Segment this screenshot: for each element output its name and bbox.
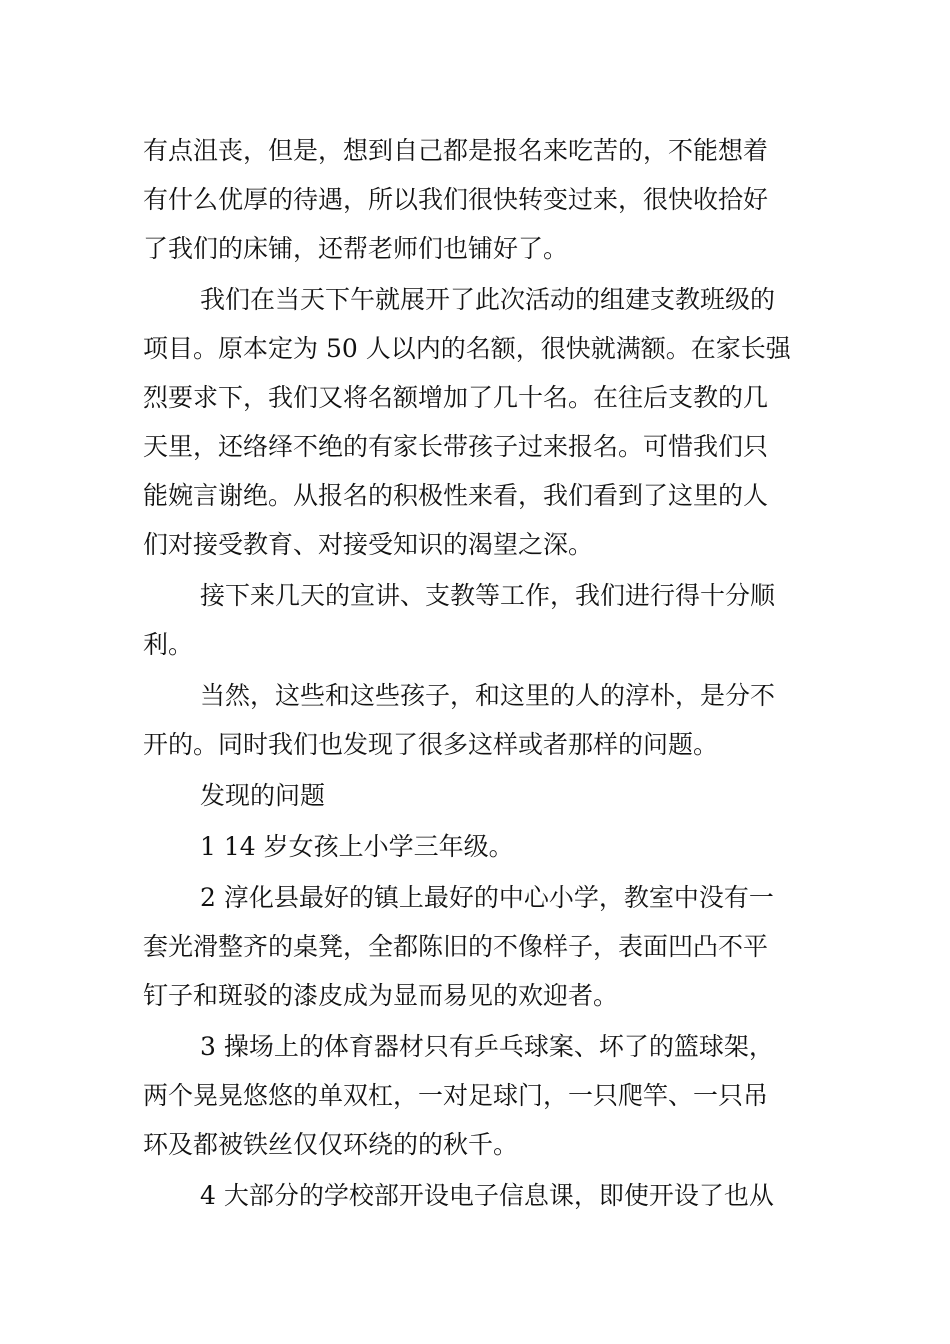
text-line: 天里，还络绎不绝的有家长带孩子过来报名。可惜我们只: [143, 432, 769, 461]
text-line: 能婉言谢绝。从报名的积极性来看，我们看到了这里的人: [143, 481, 769, 510]
text-line: 接下来几天的宣讲、支教等工作，我们进行得十分顺: [200, 581, 776, 610]
list-item: 4 大部分的学校部开设电子信息课，即使开设了也从: [200, 1181, 774, 1210]
text-line: 烈要求下，我们又将名额增加了几十名。在往后支教的几: [143, 383, 769, 412]
text-line: 了我们的床铺，还帮老师们也铺好了。: [143, 234, 569, 263]
text-line: 环及都被铁丝仅仅环绕的的秋千。: [143, 1130, 519, 1159]
text-line: 们对接受教育、对接受知识的渴望之深。: [143, 530, 594, 559]
text-line: 当然，这些和这些孩子，和这里的人的淳朴，是分不: [200, 681, 776, 710]
text-line: 开的。同时我们也发现了很多这样或者那样的问题。: [143, 730, 719, 759]
text-line: 利。: [143, 630, 194, 659]
text-line: 钉子和斑驳的漆皮成为显而易见的欢迎者。: [143, 981, 619, 1010]
body-text: [143, 126, 808, 1220]
text-line: 有什么优厚的待遇，所以我们很快转变过来，很快收拾好: [143, 185, 769, 214]
text-line: 套光滑整齐的桌凳，全都陈旧的不像样子，表面凹凸不平: [143, 932, 769, 961]
text-line: 两个晃晃悠悠的单双杠，一对足球门，一只爬竿、一只吊: [143, 1081, 769, 1110]
list-item: 2 淳化县最好的镇上最好的中心小学，教室中没有一: [200, 883, 774, 912]
list-item: 3 操场上的体育器材只有乒乓球案、坏了的篮球架，: [200, 1032, 774, 1061]
section-heading: 发现的问题: [200, 781, 326, 810]
text-line: 有点沮丧，但是，想到自己都是报名来吃苦的，不能想着: [143, 136, 769, 165]
text-line: 项目。原本定为 50 人以内的名额，很快就满额。在家长强: [143, 334, 791, 363]
list-item: 1 14 岁女孩上小学三年级。: [200, 832, 514, 861]
text-line: 我们在当天下午就展开了此次活动的组建支教班级的: [200, 285, 776, 314]
